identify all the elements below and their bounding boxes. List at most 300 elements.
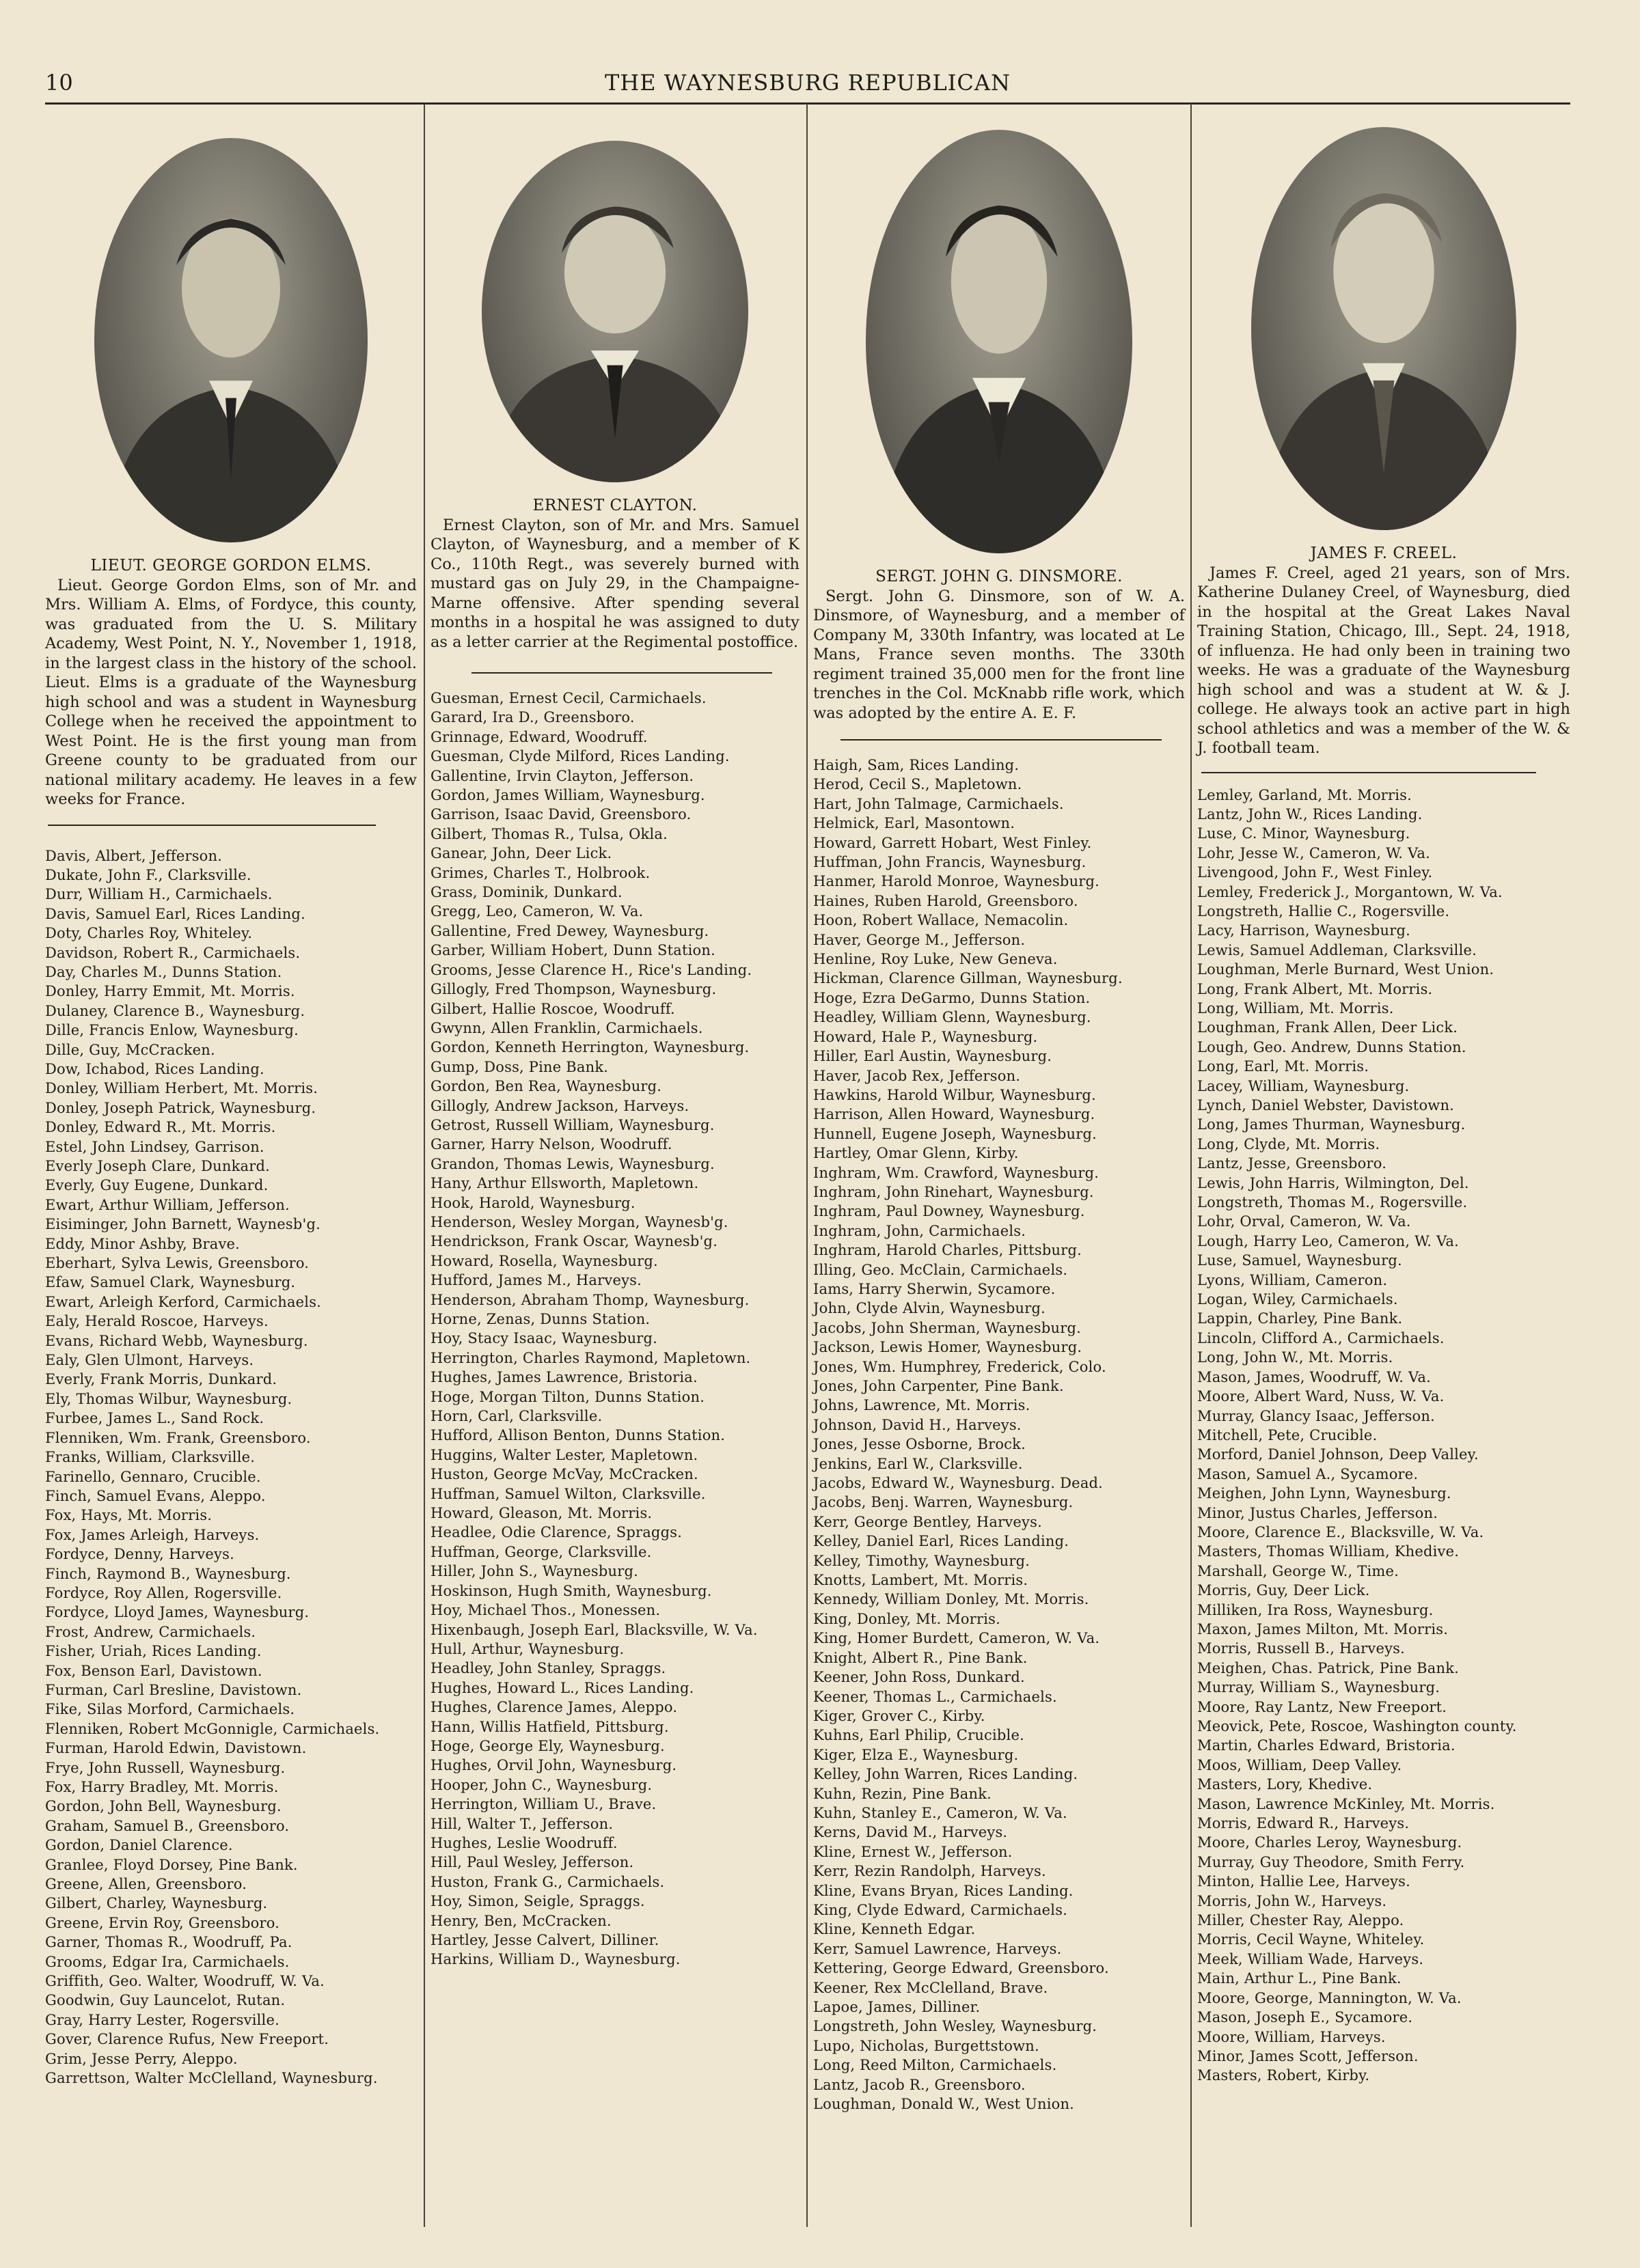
- list-item: Murray, Guy Theodore, Smith Ferry.: [1197, 1853, 1465, 1870]
- list-item: Jacobs, Benj. Warren, Waynesburg.: [813, 1494, 1074, 1511]
- list-item: King, Homer Burdett, Cameron, W. Va.: [813, 1630, 1100, 1647]
- list-item: Hooper, John C., Waynesburg.: [430, 1776, 653, 1793]
- list-item: Estel, John Lindsey, Garrison.: [45, 1138, 264, 1155]
- list-item: Ganear, John, Deer Lick.: [430, 845, 612, 862]
- list-item: Longstreth, Thomas M., Rogersville.: [1197, 1194, 1468, 1211]
- list-item: Huston, George McVay, McCracken.: [430, 1466, 698, 1483]
- list-item: Fordyce, Denny, Harveys.: [45, 1546, 234, 1563]
- list-item: Kerns, David M., Harveys.: [813, 1824, 1008, 1841]
- soldier-portrait-icon: [482, 141, 748, 482]
- column-elms: [45, 109, 417, 2088]
- list-item: Lohr, Orval, Cameron, W. Va.: [1197, 1213, 1411, 1230]
- list-item: Furman, Carl Bresline, Davistown.: [45, 1681, 302, 1698]
- list-item: Masters, Lory, Khedive.: [1197, 1776, 1373, 1793]
- list-item: Davis, Albert, Jefferson.: [45, 847, 223, 864]
- bio-text: Sergt. John G. Dinsmore, son of W. A. Dinsmore, of Waynesburg, and a member of Company M, 330th Infantry, was located at Le Mans, France seven months. The 330th regiment trained 35,000 men for the front line trenches in the Col. McKnabb rifle work, which was adopted by the entire A. E. F.: [813, 587, 1185, 722]
- list-item: Main, Arthur L., Pine Bank.: [1197, 1970, 1402, 1987]
- list-item: Ewart, Arleigh Kerford, Carmichaels.: [45, 1293, 322, 1310]
- list-item: Hoge, Ezra DeGarmo, Dunns Station.: [813, 989, 1091, 1006]
- column-divider: [1190, 104, 1192, 2227]
- list-item: Horn, Carl, Clarksville.: [430, 1408, 603, 1425]
- list-item: Grim, Jesse Perry, Aleppo.: [45, 2050, 238, 2067]
- list-item: Logan, Wiley, Carmichaels.: [1197, 1291, 1398, 1308]
- list-item: Fox, Harry Bradley, Mt. Morris.: [45, 1779, 279, 1795]
- list-item: Lapoe, James, Dilliner.: [813, 1999, 981, 2015]
- list-item: Hann, Willis Hatfield, Pittsburg.: [430, 1718, 669, 1735]
- list-item: Henderson, Wesley Morgan, Waynesb'g.: [430, 1213, 728, 1230]
- list-item: Grinnage, Edward, Woodruff.: [430, 728, 648, 745]
- list-item: Gover, Clarence Rufus, New Freeport.: [45, 2031, 329, 2048]
- list-item: Fox, James Arleigh, Harveys.: [45, 1526, 260, 1543]
- list-item: Gilbert, Hallie Roscoe, Woodruff.: [430, 1000, 675, 1017]
- list-item: Hart, John Talmage, Carmichaels.: [813, 795, 1064, 812]
- list-item: Garber, William Hobert, Dunn Station.: [430, 942, 715, 959]
- list-item: Hanmer, Harold Monroe, Waynesburg.: [813, 873, 1100, 890]
- list-item: Garner, Thomas R., Woodruff, Pa.: [45, 1934, 292, 1951]
- soldier-portrait-icon: [94, 138, 368, 542]
- honor-roll-list: [45, 846, 417, 2088]
- list-item: Eberhart, Sylva Lewis, Greensboro.: [45, 1255, 310, 1272]
- list-item: Kiger, Elza E., Waynesburg.: [813, 1746, 1019, 1763]
- list-item: Loughman, Merle Burnard, West Union.: [1197, 961, 1494, 978]
- list-item: Fox, Hays, Mt. Morris.: [45, 1507, 213, 1524]
- list-item: Greene, Allen, Greensboro.: [45, 1876, 247, 1893]
- bio-block: [813, 567, 1185, 723]
- list-item: Hufford, James M., Harveys.: [430, 1272, 642, 1289]
- list-item: Murray, Glancy Isaac, Jefferson.: [1197, 1407, 1435, 1424]
- honor-roll-list: [1197, 786, 1570, 2086]
- list-item: Lacey, William, Waynesburg.: [1197, 1077, 1410, 1094]
- list-item: Lewis, Samuel Addleman, Clarksville.: [1197, 941, 1477, 958]
- column-clayton: [430, 109, 800, 1969]
- page-number: 10: [45, 70, 73, 96]
- list-item: Granlee, Floyd Dorsey, Pine Bank.: [45, 1856, 298, 1873]
- list-item: Donley, Edward R., Mt. Morris.: [45, 1119, 276, 1136]
- list-item: Inghram, Harold Charles, Pittsburg.: [813, 1242, 1082, 1259]
- list-item: Iams, Harry Sherwin, Sycamore.: [813, 1280, 1056, 1297]
- list-item: Evans, Richard Webb, Waynesburg.: [45, 1332, 308, 1349]
- list-item: Masters, Robert, Kirby.: [1197, 2067, 1370, 2084]
- list-item: Johns, Lawrence, Mt. Morris.: [813, 1397, 1030, 1414]
- list-item: Luse, C. Minor, Waynesburg.: [1197, 825, 1410, 842]
- list-item: Mason, Lawrence McKinley, Mt. Morris.: [1197, 1795, 1495, 1812]
- section-rule: [48, 825, 376, 826]
- list-item: Hartley, Omar Glenn, Kirby.: [813, 1145, 1019, 1162]
- list-item: Gillogly, Andrew Jackson, Harveys.: [430, 1097, 689, 1114]
- list-item: Long, Earl, Mt. Morris.: [1197, 1058, 1369, 1075]
- list-item: Hiller, Earl Austin, Waynesburg.: [813, 1048, 1052, 1065]
- section-rule: [472, 672, 772, 674]
- list-item: Gallentine, Irvin Clayton, Jefferson.: [430, 767, 694, 784]
- list-item: Guesman, Ernest Cecil, Carmichaels.: [430, 690, 707, 706]
- list-item: Dulaney, Clarence B., Waynesburg.: [45, 1002, 305, 1019]
- list-item: Guesman, Clyde Milford, Rices Landing.: [430, 748, 730, 765]
- list-item: Flenniken, Robert McGonnigle, Carmichaels.: [45, 1720, 380, 1737]
- list-item: Lemley, Frederick J., Morgantown, W. Va.: [1197, 883, 1503, 900]
- soldier-portrait-icon: [1251, 127, 1516, 530]
- portrait-photo-icon: [866, 130, 1132, 553]
- list-item: Kelley, Daniel Earl, Rices Landing.: [813, 1533, 1069, 1550]
- list-item: Morris, John W., Harveys.: [1197, 1892, 1387, 1909]
- list-item: John, Clyde Alvin, Waynesburg.: [813, 1300, 1046, 1317]
- list-item: Eisiminger, John Barnett, Waynesb'g.: [45, 1216, 321, 1233]
- list-item: Jenkins, Earl W., Clarksville.: [813, 1455, 1023, 1472]
- list-item: Lyons, William, Cameron.: [1197, 1271, 1388, 1288]
- list-item: Kerr, Samuel Lawrence, Harveys.: [813, 1940, 1062, 1957]
- list-item: Illing, Geo. McClain, Carmichaels.: [813, 1261, 1068, 1278]
- list-item: Grooms, Edgar Ira, Carmichaels.: [45, 1953, 290, 1970]
- list-item: Dow, Ichabod, Rices Landing.: [45, 1060, 264, 1077]
- list-item: Kuhn, Stanley E., Cameron, W. Va.: [813, 1804, 1067, 1821]
- bio-caption: LIEUT. GEORGE GORDON ELMS.: [90, 557, 372, 575]
- list-item: Grooms, Jesse Clarence H., Rice's Landing.: [430, 961, 752, 978]
- bio-caption: ERNEST CLAYTON.: [532, 497, 698, 514]
- list-item: Long, Frank Albert, Mt. Morris.: [1197, 980, 1433, 997]
- list-item: Davidson, Robert R., Carmichaels.: [45, 944, 301, 961]
- list-item: Loughman, Donald W., West Union.: [813, 2096, 1075, 2113]
- list-item: Donley, Joseph Patrick, Waynesburg.: [45, 1099, 316, 1116]
- list-item: Frost, Andrew, Carmichaels.: [45, 1623, 256, 1640]
- list-item: Doty, Charles Roy, Whiteley.: [45, 925, 253, 942]
- list-item: Hook, Harold, Waynesburg.: [430, 1194, 636, 1211]
- list-item: Luse, Samuel, Waynesburg.: [1197, 1252, 1402, 1269]
- list-item: Franks, William, Clarksville.: [45, 1449, 256, 1466]
- list-item: Morris, Russell B., Harveys.: [1197, 1640, 1406, 1657]
- list-item: Gump, Doss, Pine Bank.: [430, 1058, 609, 1075]
- list-item: Getrost, Russell William, Waynesburg.: [430, 1116, 715, 1133]
- list-item: Haines, Ruben Harold, Greensboro.: [813, 892, 1078, 909]
- list-item: Henline, Roy Luke, New Geneva.: [813, 951, 1058, 968]
- list-item: Gallentine, Fred Dewey, Waynesburg.: [430, 922, 709, 939]
- list-item: Hixenbaugh, Joseph Earl, Blacksville, W. Va.: [430, 1621, 758, 1638]
- list-item: Garrettson, Walter McClelland, Waynesburg.: [45, 2070, 378, 2087]
- list-item: Kerr, George Bentley, Harveys.: [813, 1513, 1042, 1530]
- list-item: Morris, Edward R., Harveys.: [1197, 1815, 1410, 1832]
- list-item: Gordon, Kenneth Herrington, Waynesburg.: [430, 1039, 750, 1056]
- column-divider: [424, 104, 425, 2227]
- list-item: Kelley, Timothy, Waynesburg.: [813, 1552, 1030, 1569]
- list-item: Henderson, Abraham Thomp, Waynesburg.: [430, 1291, 750, 1308]
- list-item: Lantz, John W., Rices Landing.: [1197, 805, 1423, 822]
- list-item: Furman, Harold Edwin, Davistown.: [45, 1740, 307, 1757]
- list-item: Jackson, Lewis Homer, Waynesburg.: [813, 1339, 1082, 1356]
- list-item: Milliken, Ira Ross, Waynesburg.: [1197, 1601, 1434, 1618]
- list-item: Martin, Charles Edward, Bristoria.: [1197, 1737, 1456, 1754]
- list-item: Grass, Dominik, Dunkard.: [430, 884, 623, 901]
- bio-block: [430, 496, 800, 652]
- list-item: Goodwin, Guy Launcelot, Rutan.: [45, 1992, 286, 2009]
- list-item: Keener, John Ross, Dunkard.: [813, 1669, 1025, 1686]
- list-item: Finch, Samuel Evans, Aleppo.: [45, 1487, 266, 1504]
- list-item: Gregg, Leo, Cameron, W. Va.: [430, 903, 644, 920]
- list-item: Flenniken, Wm. Frank, Greensboro.: [45, 1429, 311, 1446]
- list-item: Long, James Thurman, Waynesburg.: [1197, 1116, 1466, 1133]
- column-dinsmore: [813, 109, 1185, 2114]
- list-item: Ealy, Herald Roscoe, Harveys.: [45, 1313, 269, 1330]
- honor-roll-list: [430, 689, 800, 1969]
- list-item: Howard, Rosella, Waynesburg.: [430, 1252, 658, 1269]
- list-item: Garrison, Isaac David, Greensboro.: [430, 806, 692, 823]
- masthead: [45, 66, 1570, 104]
- list-item: Hughes, Clarence James, Aleppo.: [430, 1699, 678, 1716]
- list-item: Donley, William Herbert, Mt. Morris.: [45, 1080, 318, 1097]
- list-item: Marshall, George W., Time.: [1197, 1562, 1399, 1579]
- list-item: Moore, Clarence E., Blacksville, W. Va.: [1197, 1523, 1484, 1540]
- list-item: Kiger, Grover C., Kirby.: [813, 1707, 985, 1724]
- list-item: Garner, Harry Nelson, Woodruff.: [430, 1136, 672, 1153]
- list-item: Howard, Gleason, Mt. Morris.: [430, 1505, 653, 1522]
- list-item: Hoy, Stacy Isaac, Waynesburg.: [430, 1330, 658, 1347]
- list-item: King, Clyde Edward, Carmichaels.: [813, 1901, 1068, 1918]
- list-item: Hoon, Robert Wallace, Nemacolin.: [813, 912, 1069, 929]
- list-item: Meovick, Pete, Roscoe, Washington county.: [1197, 1718, 1517, 1734]
- list-item: Donley, Harry Emmit, Mt. Morris.: [45, 983, 295, 1000]
- list-item: Griffith, Geo. Walter, Woodruff, W. Va.: [45, 1973, 325, 1990]
- list-item: Hoge, Morgan Tilton, Dunns Station.: [430, 1388, 705, 1405]
- list-item: Long, William, Mt. Morris.: [1197, 999, 1394, 1017]
- list-item: Hughes, Orvil John, Waynesburg.: [430, 1757, 677, 1774]
- list-item: Long, John W., Mt. Morris.: [1197, 1349, 1393, 1366]
- list-item: Gilbert, Charley, Waynesburg.: [45, 1895, 268, 1912]
- list-item: Dille, Francis Enlow, Waynesburg.: [45, 1022, 299, 1039]
- list-item: Hoy, Michael Thos., Monessen.: [430, 1602, 661, 1619]
- list-item: Meighen, Chas. Patrick, Pine Bank.: [1197, 1659, 1460, 1676]
- list-item: Grimes, Charles T., Holbrook.: [430, 864, 651, 881]
- list-item: Hoge, George Ely, Waynesburg.: [430, 1737, 665, 1754]
- list-item: Dille, Guy, McCracken.: [45, 1041, 215, 1058]
- list-item: Jacobs, Edward W., Waynesburg. Dead.: [813, 1475, 1104, 1492]
- list-item: Headlee, Odie Clarence, Spraggs.: [430, 1524, 683, 1541]
- list-item: Longstreth, John Wesley, Waynesburg.: [813, 2018, 1097, 2035]
- section-rule: [1201, 772, 1536, 773]
- list-item: Lantz, Jacob R., Greensboro.: [813, 2076, 1026, 2093]
- list-item: Loughman, Frank Allen, Deer Lick.: [1197, 1019, 1458, 1036]
- bio-block: [45, 556, 417, 810]
- list-item: Herrington, Charles Raymond, Mapletown.: [430, 1349, 751, 1366]
- list-item: Dukate, John F., Clarksville.: [45, 866, 251, 883]
- list-item: Lohr, Jesse W., Cameron, W. Va.: [1197, 844, 1431, 861]
- list-item: Ealy, Glen Ulmont, Harveys.: [45, 1352, 254, 1369]
- list-item: Kline, Ernest W., Jefferson.: [813, 1843, 1013, 1860]
- masthead-rule: [45, 102, 1570, 105]
- list-item: Fox, Benson Earl, Davistown.: [45, 1662, 262, 1679]
- bio-caption: JAMES F. CREEL.: [1310, 544, 1458, 562]
- list-item: Moore, Albert Ward, Nuss, W. Va.: [1197, 1388, 1445, 1405]
- list-item: Morford, Daniel Johnson, Deep Valley.: [1197, 1446, 1479, 1463]
- list-item: Hufford, Allison Benton, Dunns Station.: [430, 1427, 726, 1444]
- list-item: Kuhn, Rezin, Pine Bank.: [813, 1785, 992, 1802]
- list-item: Howard, Hale P., Waynesburg.: [813, 1028, 1038, 1045]
- bio-text: Ernest Clayton, son of Mr. and Mrs. Samuel Clayton, of Waynesburg, and a member of K Co., 110th Regt., was severely burned with mustard gas on July 29, in the Champaigne-Marne offensive. After spending several months in a hospital he was assigned to duty as a letter carrier at the Regimental postoffice.: [430, 516, 800, 651]
- list-item: Inghram, Paul Downey, Waynesburg.: [813, 1203, 1085, 1220]
- list-item: Inghram, Wm. Crawford, Waynesburg.: [813, 1164, 1099, 1181]
- list-item: Headley, John Stanley, Spraggs.: [430, 1660, 666, 1677]
- list-item: Miller, Chester Ray, Aleppo.: [1197, 1912, 1404, 1929]
- list-item: Moore, George, Mannington, W. Va.: [1197, 1989, 1462, 2006]
- list-item: Gordon, John Bell, Waynesburg.: [45, 1798, 282, 1815]
- bio-caption: SERGT. JOHN G. DINSMORE.: [875, 568, 1123, 585]
- list-item: Mason, James, Woodruff, W. Va.: [1197, 1368, 1432, 1385]
- list-item: Lupo, Nicholas, Burgettstown.: [813, 2037, 1039, 2054]
- list-item: Hughes, Leslie Woodruff.: [430, 1834, 618, 1851]
- list-item: Lappin, Charley, Pine Bank.: [1197, 1310, 1403, 1327]
- list-item: Everly, Guy Eugene, Dunkard.: [45, 1177, 269, 1194]
- list-item: Kline, Evans Bryan, Rices Landing.: [813, 1882, 1074, 1899]
- list-item: Lantz, Jesse, Greensboro.: [1197, 1155, 1387, 1172]
- list-item: Lacy, Harrison, Waynesburg.: [1197, 922, 1410, 939]
- list-item: Knight, Albert R., Pine Bank.: [813, 1649, 1028, 1666]
- list-item: Haver, Jacob Rex, Jefferson.: [813, 1067, 1021, 1084]
- list-item: Day, Charles M., Dunns Station.: [45, 963, 282, 980]
- list-item: Moore, William, Harveys.: [1197, 2028, 1386, 2045]
- list-item: Maxon, James Milton, Mt. Morris.: [1197, 1620, 1449, 1637]
- list-item: Meighen, John Lynn, Waynesburg.: [1197, 1485, 1451, 1502]
- list-item: Herrington, William U., Brave.: [430, 1796, 657, 1813]
- list-item: Garard, Ira D., Greensboro.: [430, 709, 635, 726]
- list-item: Huggins, Walter Lester, Mapletown.: [430, 1446, 698, 1463]
- list-item: Hughes, Howard L., Rices Landing.: [430, 1679, 694, 1696]
- bio-text: Lieut. George Gordon Elms, son of Mr. and Mrs. William A. Elms, of Fordyce, this county, was graduated from the U. S. Military Academy, West Point, N. Y., November 1, 1918, in the largest class in the history of the school. Lieut. Elms is a graduate of the Waynesburg high school and was a student in Waynesburg College when he received the appointment to West Point. He is the first young man from Greene county to be graduated from our national military academy. He leaves in a few weeks for France.: [45, 576, 417, 808]
- list-item: Minor, Justus Charles, Jefferson.: [1197, 1504, 1438, 1521]
- list-item: Jones, Wm. Humphrey, Frederick, Colo.: [813, 1358, 1106, 1375]
- list-item: Kettering, George Edward, Greensboro.: [813, 1960, 1109, 1977]
- list-item: Hawkins, Harold Wilbur, Waynesburg.: [813, 1086, 1096, 1103]
- column-divider: [806, 104, 808, 2227]
- list-item: Moos, William, Deep Valley.: [1197, 1756, 1402, 1773]
- list-item: Meek, William Wade, Harveys.: [1197, 1950, 1424, 1967]
- soldier-portrait-icon: [866, 130, 1132, 553]
- list-item: Horne, Zenas, Dunns Station.: [430, 1311, 651, 1327]
- list-item: Keener, Thomas L., Carmichaels.: [813, 1688, 1057, 1705]
- list-item: Gwynn, Allen Franklin, Carmichaels.: [430, 1019, 703, 1036]
- list-item: Fisher, Uriah, Rices Landing.: [45, 1643, 262, 1660]
- list-item: Lewis, John Harris, Wilmington, Del.: [1197, 1174, 1469, 1191]
- list-item: Hany, Arthur Ellsworth, Mapletown.: [430, 1175, 699, 1192]
- portrait-photo-icon: [1251, 127, 1516, 530]
- list-item: Farinello, Gennaro, Crucible.: [45, 1468, 261, 1485]
- list-item: Harkins, William D., Waynesburg.: [430, 1951, 681, 1968]
- list-item: Gray, Harry Lester, Rogersville.: [45, 2011, 279, 2028]
- portrait-photo-icon: [482, 141, 748, 482]
- list-item: Hendrickson, Frank Oscar, Waynesb'g.: [430, 1233, 718, 1250]
- list-item: Kerr, Rezin Randolph, Harveys.: [813, 1863, 1046, 1880]
- list-item: Masters, Thomas William, Khedive.: [1197, 1543, 1460, 1560]
- list-item: Davis, Samuel Earl, Rices Landing.: [45, 905, 305, 922]
- list-item: Kelley, John Warren, Rices Landing.: [813, 1766, 1078, 1783]
- list-item: Everly, Frank Morris, Dunkard.: [45, 1371, 277, 1388]
- list-item: Furbee, James L., Sand Rock.: [45, 1410, 264, 1427]
- list-item: Huston, Frank G., Carmichaels.: [430, 1873, 665, 1890]
- list-item: Livengood, John F., West Finley.: [1197, 864, 1433, 881]
- list-item: Inghram, John, Carmichaels.: [813, 1222, 1026, 1239]
- list-item: Henry, Ben, McCracken.: [430, 1912, 612, 1929]
- list-item: Herod, Cecil S., Mapletown.: [813, 776, 1022, 793]
- list-item: Greene, Ervin Roy, Greensboro.: [45, 1914, 280, 1931]
- list-item: Keener, Rex McClelland, Brave.: [813, 1979, 1048, 1996]
- honor-roll-list: [813, 756, 1185, 2114]
- list-item: Lincoln, Clifford A., Carmichaels.: [1197, 1329, 1445, 1346]
- list-item: Haver, George M., Jefferson.: [813, 931, 1026, 948]
- list-item: Hiller, John S., Waynesburg.: [430, 1563, 639, 1580]
- list-item: Inghram, John Rinehart, Waynesburg.: [813, 1183, 1094, 1200]
- list-item: Lough, Harry Leo, Cameron, W. Va.: [1197, 1232, 1460, 1249]
- list-item: Long, Clyde, Mt. Morris.: [1197, 1135, 1380, 1152]
- list-item: Fordyce, Roy Allen, Rogersville.: [45, 1584, 282, 1601]
- list-item: Gordon, Ben Rea, Waynesburg.: [430, 1078, 662, 1095]
- list-item: Hill, Paul Wesley, Jefferson.: [430, 1854, 634, 1871]
- list-item: Everly Joseph Clare, Dunkard.: [45, 1158, 271, 1174]
- list-item: Harrison, Allen Howard, Waynesburg.: [813, 1106, 1095, 1123]
- bio-block: [1197, 544, 1570, 758]
- list-item: Efaw, Samuel Clark, Waynesburg.: [45, 1274, 296, 1291]
- list-item: Hunnell, Eugene Joseph, Waynesburg.: [813, 1125, 1097, 1142]
- list-item: Minton, Hallie Lee, Harveys.: [1197, 1873, 1411, 1890]
- list-item: Ewart, Arthur William, Jefferson.: [45, 1196, 290, 1213]
- list-item: Lynch, Daniel Webster, Davistown.: [1197, 1097, 1455, 1114]
- list-item: Gordon, Daniel Clarence.: [45, 1837, 233, 1854]
- list-item: Mason, Joseph E., Sycamore.: [1197, 2009, 1413, 2026]
- list-item: Eddy, Minor Ashby, Brave.: [45, 1235, 241, 1252]
- list-item: Hartley, Jesse Calvert, Dilliner.: [430, 1932, 659, 1948]
- list-item: Lemley, Garland, Mt. Morris.: [1197, 786, 1412, 803]
- list-item: Hill, Walter T., Jefferson.: [430, 1815, 614, 1832]
- list-item: Mason, Samuel A., Sycamore.: [1197, 1465, 1419, 1482]
- list-item: Hoskinson, Hugh Smith, Waynesburg.: [430, 1582, 712, 1599]
- list-item: Moore, Ray Lantz, New Freeport.: [1197, 1698, 1447, 1715]
- list-item: Moore, Charles Leroy, Waynesburg.: [1197, 1834, 1462, 1851]
- bio-text: James F. Creel, aged 21 years, son of Mrs. Katherine Dulaney Creel, of Waynesburg, died in the hospital at the Great Lakes Naval Training Station, Chicago, Ill., Sept. 24, 1918, of influenza. He had only been in training two weeks. He was a graduate of the Waynesburg high school and was a student at W. & J. college. He always took an active part in high school athletics and was a member of the W. & J. football team.: [1197, 564, 1570, 757]
- list-item: Howard, Garrett Hobart, West Finley.: [813, 834, 1092, 851]
- list-item: Hoy, Simon, Seigle, Spraggs.: [430, 1893, 645, 1910]
- list-item: Finch, Raymond B., Waynesburg.: [45, 1565, 291, 1582]
- list-item: Hickman, Clarence Gillman, Waynesburg.: [813, 970, 1123, 987]
- list-item: Morris, Guy, Deer Lick.: [1197, 1582, 1370, 1599]
- list-item: Kuhns, Earl Philip, Crucible.: [813, 1727, 1024, 1744]
- newspaper-title: THE WAYNESBURG REPUBLICAN: [605, 70, 1011, 96]
- list-item: Helmick, Earl, Masontown.: [813, 815, 1015, 832]
- list-item: Hull, Arthur, Waynesburg.: [430, 1640, 625, 1657]
- list-item: Ely, Thomas Wilbur, Waynesburg.: [45, 1390, 292, 1407]
- list-item: Headley, William Glenn, Waynesburg.: [813, 1009, 1091, 1026]
- list-item: Graham, Samuel B., Greensboro.: [45, 1817, 290, 1834]
- list-item: Longstreth, Hallie C., Rogersville.: [1197, 902, 1450, 919]
- list-item: Grandon, Thomas Lewis, Waynesburg.: [430, 1155, 715, 1172]
- list-item: Johnson, David H., Harveys.: [813, 1416, 1022, 1433]
- list-item: Huffman, John Francis, Waynesburg.: [813, 854, 1086, 871]
- list-item: Haigh, Sam, Rices Landing.: [813, 757, 1020, 773]
- list-item: Lough, Geo. Andrew, Dunns Station.: [1197, 1038, 1466, 1055]
- list-item: Long, Reed Milton, Carmichaels.: [813, 2057, 1057, 2074]
- list-item: Fordyce, Lloyd James, Waynesburg.: [45, 1604, 310, 1621]
- list-item: Gilbert, Thomas R., Tulsa, Okla.: [430, 825, 668, 842]
- list-item: King, Donley, Mt. Morris.: [813, 1610, 1000, 1627]
- list-item: Hughes, James Lawrence, Bristoria.: [430, 1369, 698, 1386]
- list-item: Gillogly, Fred Thompson, Waynesburg.: [430, 981, 717, 998]
- list-item: Durr, William H., Carmichaels.: [45, 886, 273, 903]
- list-item: Minor, James Scott, Jefferson.: [1197, 2047, 1419, 2064]
- column-creel: [1197, 109, 1570, 2086]
- list-item: Kline, Kenneth Edgar.: [813, 1921, 976, 1938]
- list-item: Huffman, Samuel Wilton, Clarksville.: [430, 1485, 706, 1502]
- portrait-photo-icon: [94, 138, 368, 542]
- list-item: Mitchell, Pete, Crucible.: [1197, 1426, 1378, 1443]
- list-item: Gordon, James William, Waynesburg.: [430, 787, 705, 804]
- list-item: Knotts, Lambert, Mt. Morris.: [813, 1572, 1028, 1589]
- list-item: Huffman, George, Clarksville.: [430, 1543, 652, 1560]
- list-item: Fike, Silas Morford, Carmichaels.: [45, 1701, 295, 1718]
- list-item: Jacobs, John Sherman, Waynesburg.: [813, 1319, 1081, 1336]
- list-item: Frye, John Russell, Waynesburg.: [45, 1759, 286, 1776]
